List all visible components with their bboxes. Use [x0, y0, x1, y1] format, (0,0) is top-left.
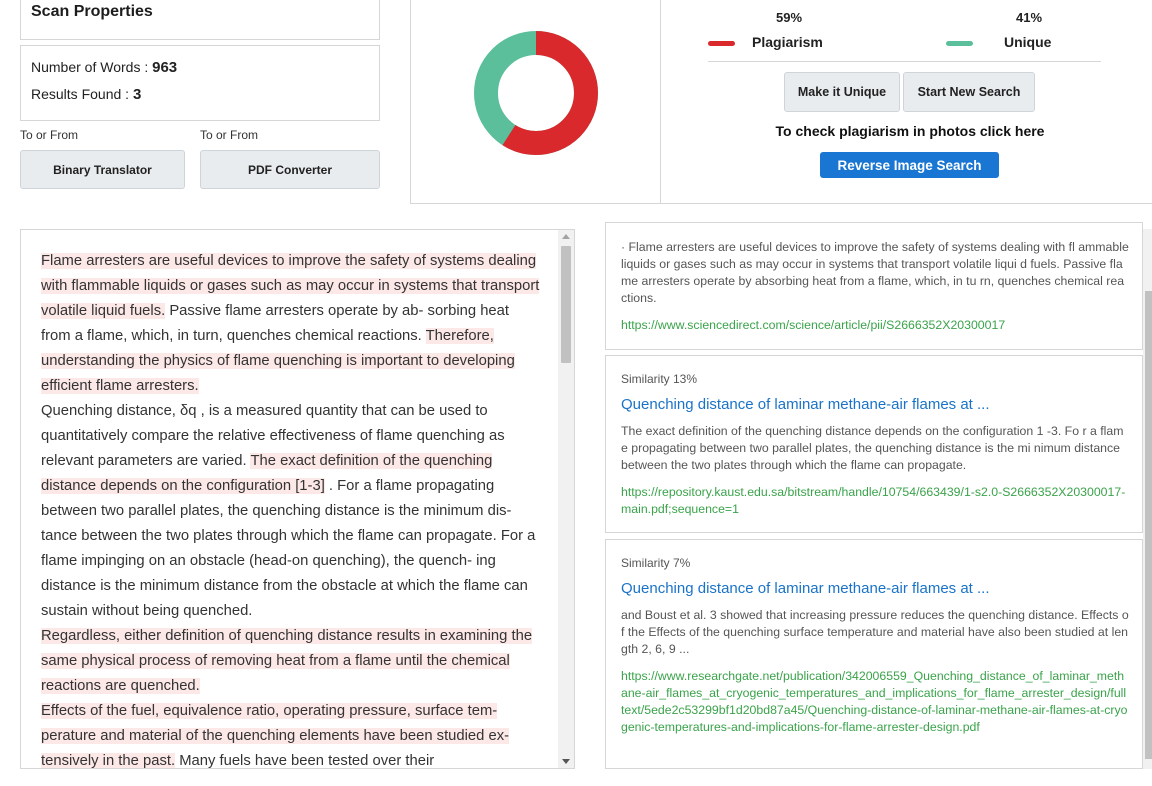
match-excerpt: and Boust et al. 3 showed that increasing pressure reduces the quenching distance. Effects of the Effects of the quenching surface temperature and material have also been studied at length 2, 6, 9 ... [621, 608, 1129, 656]
match-card [605, 539, 1143, 769]
match-url[interactable]: https://www.researchgate.net/publication/342006559_Quenching_distance_of_laminar_methane-air_flames_at_cryogenic_temperatures_and_implications_for_flame_arrester_design/fulltext/5ede2c53299bf1d20bd87a45/Quenching-distance-of-laminar-methane-air-flames-at-cryogenic-temperatures-and-implications-for-flame-arrester-design.pdf [621, 669, 1128, 734]
text-segment: Many fuels have been tested over their [175, 753, 435, 769]
results-found-label: Results Found : [31, 86, 133, 102]
plagiarism-donut-chart [474, 31, 598, 155]
binary-translator-button[interactable]: Binary Translator [20, 150, 185, 189]
match-url[interactable]: https://repository.kaust.edu.sa/bitstream/handle/10754/663439/1-s2.0-S2666352X20300017-main.pdf;sequence=1 [621, 485, 1126, 516]
text-scroll-thumb[interactable] [561, 246, 571, 363]
text-segment: Quenching distance, δq , is a measured quantity that can be used to quantitatively compare the relative effectiveness of flame quenching as relevant parameters are varied. [41, 403, 505, 469]
scroll-down-arrow-icon[interactable] [562, 759, 570, 764]
scanned-text [41, 249, 541, 769]
text-segment: Passive flame arresters operate by ab- sorbing heat from a flame, which, in turn, quenches chemical reactions. [41, 303, 509, 344]
pdf-converter-button[interactable]: PDF Converter [200, 150, 380, 189]
similarity-score: Similarity 7% [621, 556, 691, 570]
text-scrollbar[interactable] [558, 230, 574, 768]
results-scroll-thumb[interactable] [1145, 291, 1152, 759]
plagiarized-text-segment: Regardless, either definition of quenching distance results in examining the same physical process of removing heat from a flame until the chemical reactions are quenched. [41, 628, 533, 694]
word-count-value: 963 [152, 59, 178, 76]
scan-stats-box [20, 45, 380, 121]
unique-percent: 41% [1016, 10, 1043, 25]
plagiarism-legend-swatch [708, 41, 735, 46]
match-title-link[interactable]: Quenching distance of laminar methane-air flames at ... [621, 580, 990, 597]
tool-caption-binary: To or From [20, 128, 79, 142]
results-found-value: 3 [132, 86, 142, 103]
match-card [605, 355, 1143, 533]
tool-caption-pdf: To or From [200, 128, 259, 142]
photo-check-text: To check plagiarism in photos click here [775, 123, 1045, 139]
scan-properties-title: Scan Properties [31, 3, 153, 20]
results-scrollbar[interactable] [1143, 229, 1152, 769]
reverse-image-search-button[interactable]: Reverse Image Search [820, 152, 999, 178]
result-divider [660, 0, 661, 203]
word-count-label: Number of Words : [31, 59, 153, 75]
match-card [605, 222, 1143, 350]
plagiarized-text-segment: Therefore, understanding the physics of flame quenching is important to developing efficient flame arresters. [41, 328, 515, 394]
plagiarized-text-segment: Flame arresters are useful devices to improve the safety of systems dealing with flammable liquids or gases such as may occur in systems that transport volatile liquid fuels. [41, 253, 540, 319]
similarity-score: Similarity 13% [621, 372, 698, 386]
make-unique-button[interactable]: Make it Unique [784, 72, 900, 112]
match-title-link[interactable]: Quenching distance of laminar methane-air flames at ... [621, 396, 990, 413]
results-found [31, 86, 141, 103]
scroll-up-arrow-icon[interactable] [562, 234, 570, 239]
match-excerpt: The exact definition of the quenching distance depends on the configuration 1 -3. Fo r a flame propagating between two parallel plates, the quenching distance is the mi nimum distance between the two plates through which the flame can propagate. [621, 424, 1124, 472]
unique-legend-label: Unique [1004, 34, 1052, 50]
plagiarism-percent: 59% [776, 10, 803, 25]
match-excerpt: · Flame arresters are useful devices to improve the safety of systems dealing with fl ammable liquids or gases such as may occur in systems that transport volatile liqui d fuels. Passive flame arresters operate by absorbing heat from a flame, which, in tu rn, quenches chemical reactions. [621, 240, 1129, 305]
plagiarized-text-segment: The exact definition of the quenching distance depends on the configuration [1-3] [41, 453, 493, 494]
word-count [31, 59, 177, 76]
plagiarism-legend-label: Plagiarism [752, 34, 823, 50]
scan-properties-header [20, 0, 380, 40]
scanned-text-panel[interactable] [20, 229, 575, 769]
start-new-search-button[interactable]: Start New Search [903, 72, 1035, 112]
legend-divider [708, 61, 1101, 62]
text-segment: . For a flame propagating between two parallel plates, the quenching distance is the minimum dis- tance between the two plates through which the flame can propagate. For a flame impinging on an obstacle (head-on quenching), the quench- ing distance is the minimum distance from the obstacle at which the flame can sustain without being quenched. [41, 478, 536, 619]
plagiarized-text-segment: Effects of the fuel, equivalence ratio, operating pressure, surface tem- perature and material of the quenching elements have been studied ex- tensively in the past. [41, 703, 510, 769]
match-url[interactable]: https://www.sciencedirect.com/science/article/pii/S2666352X20300017 [621, 318, 1006, 332]
unique-legend-swatch [946, 41, 973, 46]
